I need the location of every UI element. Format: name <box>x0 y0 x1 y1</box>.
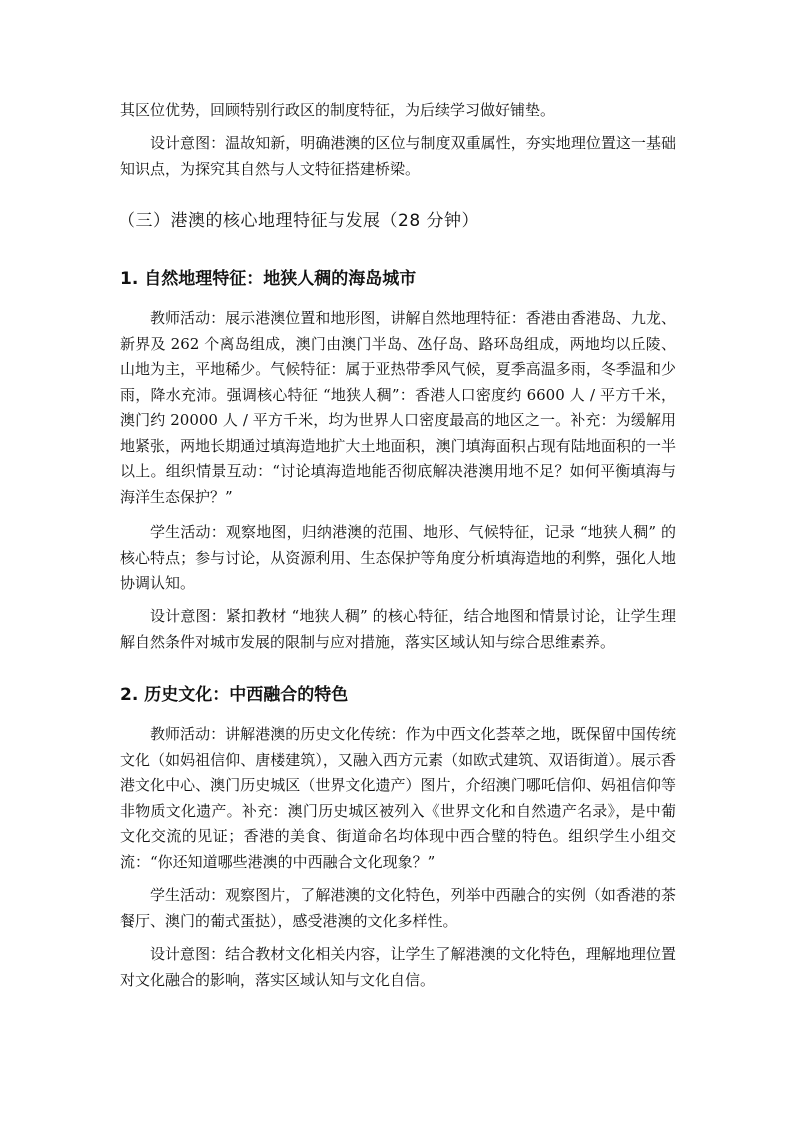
part2-teacher-activity: 教师活动：讲解港澳的历史文化传统：作为中西文化荟萃之地，既保留中国传统文化（如妈祖信仰、唐楼建筑），又融入西方元素（如欧式建筑、双语街道）。展示香港文化中心、澳门历史城区（世界文化遗产）图片，介绍澳门哪吒信仰、妈祖信仰等非物质文化遗产。补充：澳门历史城区被列入《世界文化和自然遗产名录》，是中葡文化交流的见证；香港的美食、街道命名均体现中西合璧的特色。组织学生小组交流：“你还知道哪些港澳的中西融合文化现象？” <box>120 725 676 871</box>
intro-design-intent: 设计意图：温故知新，明确港澳的区位与制度双重属性，夯实地理位置这一基础知识点，为探究其自然与人文特征搭建桥梁。 <box>120 134 676 178</box>
part1-student-activity: 学生活动：观察地图，归纳港澳的范围、地形、气候特征，记录 “地狭人稠” 的核心特点；参与讨论，从资源利用、生态保护等角度分析填海造地的利弊，强化人地协调认知。 <box>120 523 676 592</box>
intro-paragraph-1: 其区位优势，回顾特别行政区的制度特征，为后续学习做好铺垫。 <box>120 101 556 119</box>
part1-teacher-activity: 教师活动：展示港澳位置和地形图，讲解自然地理特征：香港由香港岛、九龙、新界及 262 个离岛组成，澳门由澳门半岛、氹仔岛、路环岛组成，两地均以丘陵、山地为主，平地稀少。气候特征：属于亚热带季风气候，夏季高温多雨，冬季温和少雨，降水充沛。强调核心特征 “地狭人稠”：香港人口密度约 6600 人 / 平方千米，澳门约 20000 人 / 平方千米，均为世界人口密度最高的地区之一。补充：为缓解用地紧张，两地长期通过填海造地扩大土地面积，澳门填海面积占现有陆地面积的一半以上。组织情景互动：“讨论填海造地能否彻底解决港澳用地不足？如何平衡填海与海洋生态保护？” <box>120 309 676 506</box>
part2-student-activity: 学生活动：观察图片，了解港澳的文化特色，列举中西融合的实例（如香港的茶餐厅、澳门的葡式蛋挞），感受港澳的文化多样性。 <box>120 886 676 930</box>
part1-heading: 1. 自然地理特征：地狭人稠的海岛城市 <box>120 269 417 289</box>
part1-design-intent: 设计意图：紧扣教材 “地狭人稠” 的核心特征，结合地图和情景讨论，让学生理解自然条件对城市发展的限制与应对措施，落实区域认知与综合思维素养。 <box>120 607 676 651</box>
section-title: （三）港澳的核心地理特征与发展（28 分钟） <box>118 211 480 231</box>
part2-heading: 2. 历史文化：中西融合的特色 <box>120 685 349 705</box>
part2-design-intent: 设计意图：结合教材文化相关内容，让学生了解港澳的文化特色，理解地理位置对文化融合的影响，落实区域认知与文化自信。 <box>120 945 676 989</box>
